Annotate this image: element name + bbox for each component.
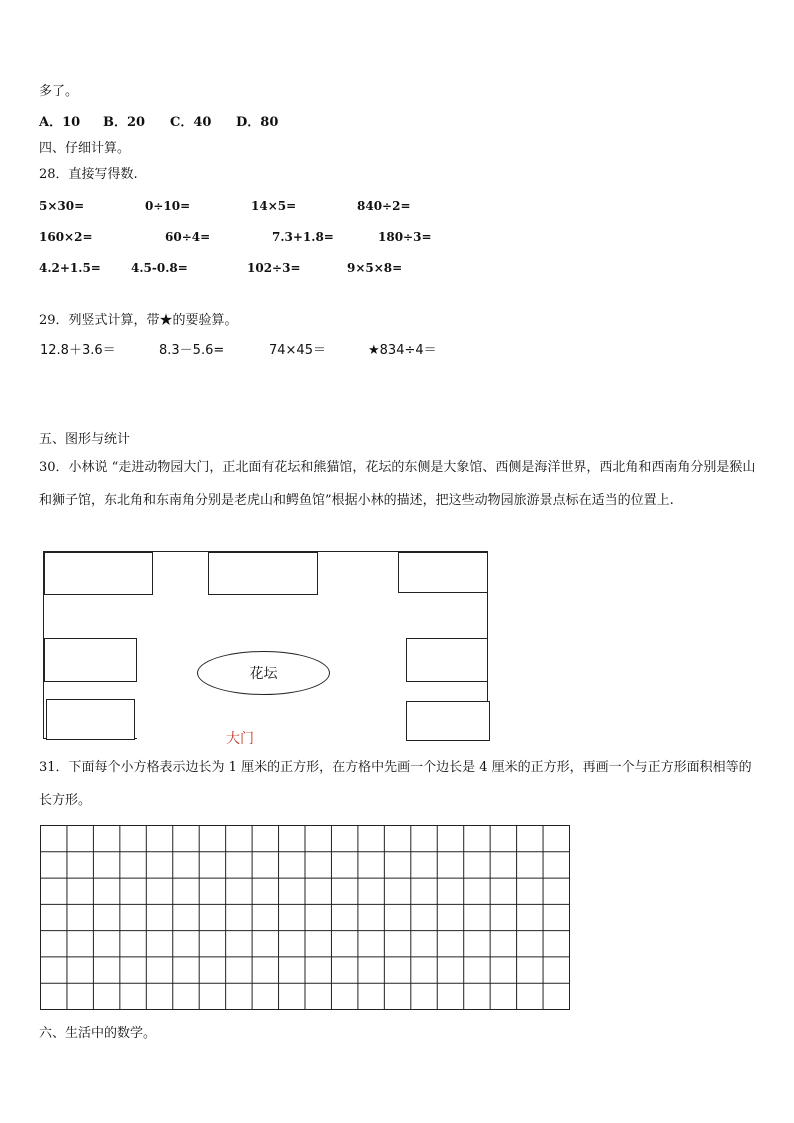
map-box-east — [406, 638, 488, 682]
vertical-calc-item: ★834÷4＝ — [368, 343, 437, 358]
calc-item: 60÷4= — [165, 230, 211, 244]
calc-item: 9×5×8= — [347, 261, 403, 275]
option-d: D．80 — [236, 115, 279, 130]
zoo-map — [43, 551, 490, 747]
calc-item: 7.3+1.8= — [272, 230, 334, 244]
calc-item: 180÷3= — [378, 230, 432, 244]
question-31-text: 31．下面每个小方格表示边长为 1 厘米的正方形，在方格中先画一个边长是 4 厘米的正方形，再画一个与正方形面积相等的长方形。 — [39, 760, 752, 808]
gate-label: 大门 — [226, 731, 254, 747]
vertical-calc-item: 8.3－5.6= — [159, 343, 225, 358]
flowerbed-label: 花坛 — [249, 666, 278, 682]
option-a: A．10 — [39, 115, 81, 130]
map-box-north — [208, 552, 318, 595]
section-6-title: 六、生活中的数学。 — [39, 1026, 157, 1041]
calc-item: 102÷3= — [247, 261, 301, 275]
question-28-title: 28．直接写得数. — [39, 167, 138, 182]
map-box-west — [44, 638, 137, 682]
map-box-southeast — [406, 701, 490, 741]
map-box-northwest — [44, 552, 153, 595]
calc-item: 160×2= — [39, 230, 93, 244]
question-30-text: 30．小林说 “走进动物园大门，正北面有花坛和熊猫馆，花坛的东侧是大象馆、西侧是海洋世界，西北角和西南角分别是猴山和狮子馆，东北角和东南角分别是老虎山和鳄鱼馆”根据小林的描述，把这些动物园旅游景点标在适当的位置上. — [39, 460, 756, 508]
gate-opening — [137, 737, 406, 741]
continuation-text: 多了。 — [39, 84, 79, 99]
map-box-northeast — [398, 552, 488, 593]
option-b: B．20 — [103, 115, 146, 130]
calc-item: 4.2+1.5= — [39, 261, 101, 275]
calc-item: 840÷2= — [357, 199, 411, 213]
section-5-title: 五、图形与统计 — [39, 432, 131, 447]
calc-item: 5×30= — [39, 199, 85, 213]
flowerbed — [197, 651, 330, 695]
square-grid — [40, 825, 570, 1010]
section-4-title: 四、仔细计算。 — [39, 141, 131, 156]
question-29-title: 29．列竖式计算，带★的要验算。 — [39, 313, 238, 328]
vertical-calc-item: 74×45＝ — [269, 343, 326, 358]
option-c: C．40 — [170, 115, 212, 130]
calc-item: 4.5-0.8= — [131, 261, 188, 275]
vertical-calc-item: 12.8＋3.6＝ — [40, 343, 116, 358]
calc-item: 14×5= — [251, 199, 297, 213]
map-box-southwest — [46, 699, 135, 740]
calc-item: 0÷10= — [145, 199, 191, 213]
